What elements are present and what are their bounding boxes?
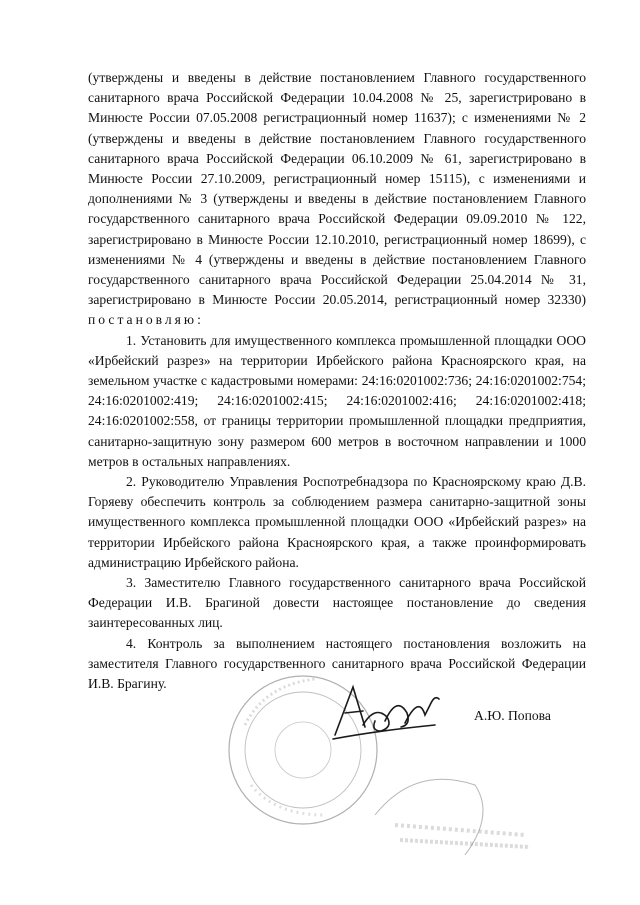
official-stamp <box>229 676 530 855</box>
stamp-lettering-arc-lower <box>251 785 325 815</box>
item-3-paragraph: 3. Заместителю Главного государственного санитарного врача Российской Федерации И.В. Брагиной довести настоящее постановление до сведения заинтересованных лиц. <box>88 575 586 631</box>
item-2-paragraph: 2. Руководителю Управления Роспотребнадзора по Красноярскому краю Д.В. Горяеву обеспечить контроль за соблюдением размера санитарно-защитной зоны имущественного комплекса промышленной площадки ООО «Ирбейский разрез» на территории Ирбейского района Красноярского края, а также проинформировать администрацию Ирбейского района. <box>88 474 586 570</box>
stamp-outer-ring <box>229 676 377 824</box>
second-stamp-lettering-2 <box>400 840 530 847</box>
stamp-inner-ring <box>245 692 361 808</box>
stamp-lettering-arc <box>245 679 315 725</box>
decree-word: постановляю: <box>88 312 204 328</box>
item-4-paragraph: 4. Контроль за выполнением настоящего постановления возложить на заместителя Главного государственного санитарного врача Российской Федерации И.В. Брагину. <box>88 635 586 692</box>
document-body <box>88 68 586 694</box>
item-1-paragraph: 1. Установить для имущественного комплекса промышленной площадки ООО «Ирбейский разрез» на территории Ирбейского района Красноярского края, на земельном участке с кадастровыми номерами: 24:16:0201002:736; 24:16:0201002:754; 24:16:0201002:419; 24:16:0201002:415; 24:16:0201002:416; 24:16:0201002:418; 24:16:0201002:558, от границы территории промышленной площадки предприятия, санитарно-защитную зону размером 600 метров в восточном направлении и 1000 метров в остальных направлениях. <box>88 332 586 469</box>
stamp-and-signature <box>225 665 545 885</box>
second-stamp-lettering <box>395 825 525 835</box>
handwritten-signature <box>333 687 439 739</box>
intro-paragraph <box>88 68 586 331</box>
signatory-name: А.Ю. Попова <box>474 708 551 723</box>
intro-text: (утверждены и введены в действие постановлением Главного государственного санитарного врача Российской Федерации 10.04.2008 № 25, зарегистрировано в Минюсте России 07.05.2008 регистрационный номер 11637); с изменениями № 2 (утверждены и введены в действие постановлением Главного государственного санитарного врача Российской Федерации 06.10.2009 № 61, зарегистрировано в Минюсте России 27.10.2009, регистрационный номер 15115), с изменениями и дополнениями № 3 (утверждены и введены в действие постановлением Главного государственного санитарного врача Российской Федерации 09.09.2010 № 122, зарегистрировано в Минюсте России 12.10.2010, регистрационный номер 18699), с изменениями № 4 (утверждены и введены в действие постановлением Главного государственного санитарного врача Российской Федерации 25.04.2014 № 31, зарегистрировано в Минюсте России 20.05.2014, регистрационный номер 32330) <box>88 70 586 308</box>
stamp-center-ring <box>275 722 331 778</box>
